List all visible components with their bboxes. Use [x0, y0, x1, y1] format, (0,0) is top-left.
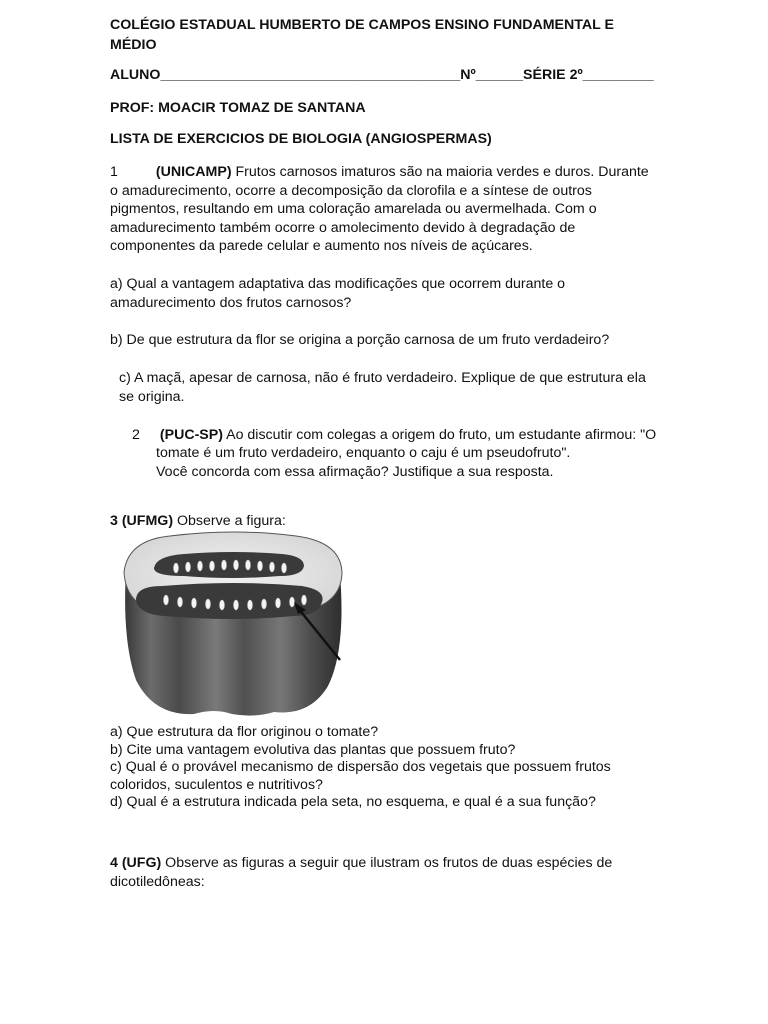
question-1a: [110, 275, 565, 312]
question-4-label: 4 (UFG): [110, 855, 162, 871]
question-3-label: 3 (UFMG): [110, 513, 174, 529]
question-3c-line2: coloridos, suculentos e nutritivos?: [110, 776, 323, 793]
student-info-line: ALUNO______________________________________Nº______SÉRIE 2º_________: [110, 67, 654, 83]
question-3b: b) Cite uma vantagem evolutiva das plantas que possuem fruto?: [110, 741, 516, 758]
question-1-source: (UNICAMP): [155, 164, 232, 180]
question-1-text-line3: pigmentos, resultando em uma coloração amarelada ou avermelhada. Com o: [110, 201, 597, 217]
question-2-text-line1: Ao discutir com colegas a origem do fruto, um estudante afirmou: "O: [222, 427, 657, 443]
question-1-number: 1: [110, 164, 118, 180]
question-1c-line1: c) A maçã, apesar de carnosa, não é fruto verdadeiro. Explique de que estrutura ela: [119, 370, 646, 386]
question-3-items: [110, 724, 611, 812]
question-1a-line1: a) Qual a vantagem adaptativa das modificações que ocorrem durante o: [110, 276, 566, 292]
question-1c-line2: se origina.: [119, 388, 185, 405]
question-1-text-line2: o amadurecimento, ocorre a decomposição da clorofila e a síntese de outros: [110, 182, 592, 199]
tomato-cross-section-figure: [114, 530, 350, 718]
question-1b: b) De que estrutura da flor se origina a porção carnosa de um fruto verdadeiro?: [110, 332, 610, 348]
question-3a: a) Que estrutura da flor originou o tomate?: [110, 724, 379, 740]
question-4-text-line2: dicotiledôneas:: [110, 873, 205, 890]
question-3d: d) Qual é a estrutura indicada pela seta, no esquema, e qual é a sua função?: [110, 794, 596, 810]
question-2: [132, 426, 656, 445]
question-1-text-line1: Frutos carnosos imaturos são na maioria verdes e duros. Durante: [231, 164, 649, 180]
question-3c-line1: c) Qual é o provável mecanismo de dispersão dos vegetais que possuem frutos: [110, 759, 611, 775]
question-1-text-line5: componentes da parede celular e aumento nos níveis de açúcares.: [110, 238, 533, 254]
question-3-intro: [110, 512, 286, 530]
school-name-line2: MÉDIO: [110, 37, 157, 53]
question-1-text-line4: amadurecimento também ocorre o amolecimento devido à degradação de: [110, 219, 576, 236]
question-2-text-line2: tomate é um fruto verdadeiro, enquanto o caju é um pseudofruto".: [156, 445, 571, 461]
question-4: [110, 854, 612, 891]
question-1a-line2: amadurecimento dos frutos carnosos?: [110, 294, 352, 311]
question-2-cont: [156, 444, 570, 481]
question-4-text-line1: Observe as figuras a seguir que ilustram os frutos de duas espécies de: [161, 855, 613, 871]
question-3-intro-text: Observe a figura:: [173, 513, 286, 529]
question-1: [110, 163, 649, 256]
question-1c: [119, 369, 646, 406]
question-2-number: 2: [132, 427, 140, 443]
list-title: LISTA DE EXERCICIOS DE BIOLOGIA (ANGIOSPERMAS): [110, 131, 492, 147]
school-name-line1: COLÉGIO ESTADUAL HUMBERTO DE CAMPOS ENSINO FUNDAMENTAL E: [110, 17, 614, 33]
teacher-name: PROF: MOACIR TOMAZ DE SANTANA: [110, 100, 366, 116]
question-2-source: (PUC-SP): [159, 427, 223, 443]
question-2-text-line3: Você concorda com essa afirmação? Justifique a sua resposta.: [156, 463, 554, 480]
